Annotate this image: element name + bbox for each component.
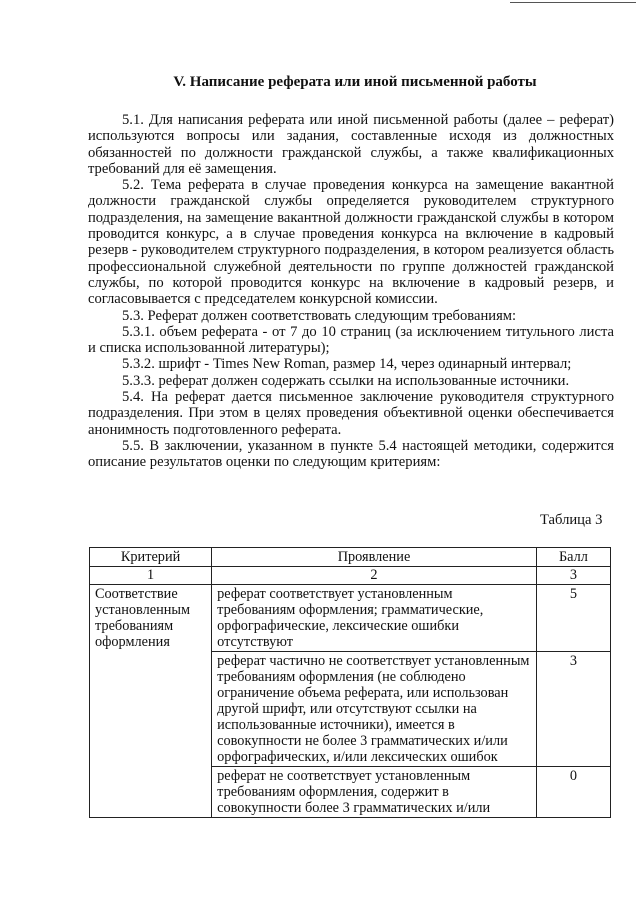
paragraph-5-3-1: 5.3.1. объем реферата - от 7 до 10 страниц (за исключением титульного листа и списка использованной литературы); [88, 323, 614, 357]
score-cell: 3 [536, 652, 610, 767]
paragraph-5-3-2: 5.3.2. шрифт - Times New Roman, размер 14, через одинарный интервал; [122, 356, 572, 373]
score-cell: 5 [536, 585, 610, 652]
header-criterion: Критерий [90, 548, 212, 567]
table-caption: Таблица 3 [540, 512, 603, 528]
section-heading: V. Написание реферата или иной письменной работы [173, 74, 537, 90]
body-text [88, 112, 614, 471]
column-number-3: 3 [536, 567, 610, 585]
score-cell: 0 [536, 767, 610, 818]
table-header-row [90, 548, 611, 567]
paragraph-5-4: 5.4. На реферат дается письменное заключение руководителя структурного подразделения. При этом в целях проведения объективной оценки обеспечивается анонимность подготовленного реферата. [88, 389, 614, 438]
column-number-1: 1 [90, 567, 212, 585]
header-manifestation: Проявление [212, 548, 537, 567]
paragraph-5-5: 5.5. В заключении, указанном в пункте 5.4 настоящей методики, содержится описание результатов оценки по следующим критериям: [88, 437, 614, 471]
manifestation-cell: реферат частично не соответствует установленным требованиям оформления (не соблюдено ограничение объема реферата, или использован другой шрифт, или отсутствуют ссылки на использованные источники), имеется в совокупности не более 3 грамматических и/или орфографических, и/или лексических ошибок [212, 652, 537, 767]
column-number-row [90, 567, 611, 585]
column-number-2: 2 [212, 567, 537, 585]
header-score: Балл [536, 548, 610, 567]
table-row [90, 585, 611, 652]
criteria-table [89, 547, 611, 818]
manifestation-cell: реферат не соответствует установленным требованиям оформления, содержит в совокупности более 3 грамматических и/или [212, 767, 537, 818]
criterion-cell: Соответствие установленным требованиям оформления [90, 585, 212, 818]
paragraph-5-1: 5.1. Для написания реферата или иной письменной работы (далее – реферат) используются вопросы или задания, составленные исходя из должностных обязанностей по должности гражданской службы, а также квалификационных требований для её замещения. [88, 112, 614, 177]
top-rule [510, 2, 636, 3]
paragraph-5-2: 5.2. Тема реферата в случае проведения конкурса на замещение вакантной должности гражданской службы определяется руководителем структурного подразделения, на замещение вакантной должности гражданской службы в котором проводится конкурс, а в случае проведения конкурса на включение в кадровый резерв - руководителем структурного подразделения, в котором реализуется область профессиональной служебной деятельности по группе должностей гражданской службы, по которой проводится конкурс на включение в кадровый резерв, и согласовывается с председателем конкурсной комиссии. [88, 177, 614, 308]
paragraph-5-3: 5.3. Реферат должен соответствовать следующим требованиям: [122, 307, 517, 324]
manifestation-cell: реферат соответствует установленным требованиям оформления; грамматические, орфографические, лексические ошибки отсутствуют [212, 585, 537, 652]
paragraph-5-3-3: 5.3.3. реферат должен содержать ссылки на использованные источники. [122, 372, 570, 389]
